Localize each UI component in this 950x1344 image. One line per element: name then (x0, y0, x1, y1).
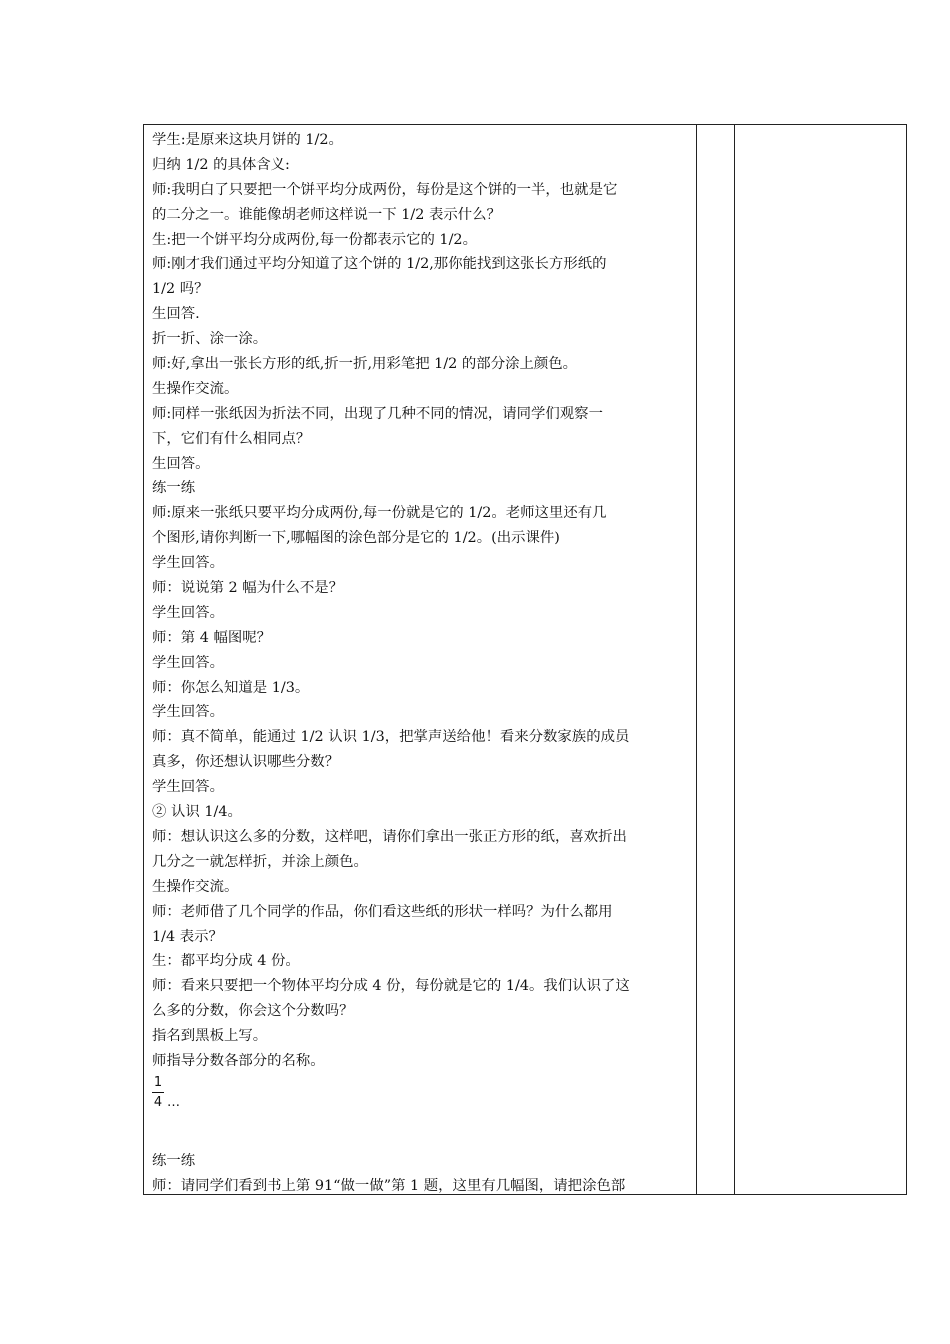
main-content-cell (144, 125, 697, 1195)
text-line: 学生:是原来这块月饼的 1/2。 (152, 132, 343, 148)
middle-empty-cell (697, 125, 735, 1195)
lesson-lines-bottom (152, 1149, 688, 1194)
fraction-bar (152, 1092, 164, 1093)
right-empty-cell (735, 125, 907, 1195)
lesson-table (143, 124, 907, 1195)
text-line: 生操作交流。 (152, 878, 239, 895)
text-line: 1/2 吗？ (152, 281, 209, 298)
text-line: 师:我明白了只要把一个饼平均分成两份，每份是这个饼的一半，也就是它 (152, 181, 618, 198)
text-line: 真多，你还想认识哪些分数？ (152, 754, 340, 771)
text-line: 指名到黑板上写。 (152, 1028, 268, 1045)
text-line: 练一练 (152, 1152, 196, 1169)
text-line: 生:把一个饼平均分成两份,每一份都表示它的 1/2。 (152, 231, 477, 248)
text-line: 学生回答。 (152, 704, 224, 721)
text-line: 生：都平均分成 4 份。 (152, 953, 300, 970)
text-line: 折一折、涂一涂。 (152, 331, 268, 348)
text-line: 师：想认识这么多的分数，这样吧，请你们拿出一张正方形的纸，喜欢折出 (152, 828, 627, 845)
text-line: 学生回答。 (152, 654, 224, 671)
text-line: 师：说说第 2 幅为什么不是？ (152, 580, 343, 597)
text-line: 归纳 1/2 的具体含义: (152, 156, 290, 173)
lesson-lines-top (152, 128, 688, 1074)
text-line: 师:好,拿出一张长方形的纸,折一折,用彩笔把 1/2 的部分涂上颜色。 (152, 356, 578, 373)
lesson-text (144, 125, 696, 1194)
text-line: 师:刚才我们通过平均分知道了这个饼的 1/2,那你能找到这张长方形纸的 (152, 256, 607, 273)
text-line: 师：请同学们看到书上第 91“做一做”第 1 题，这里有几幅图，请把涂色部 (152, 1177, 626, 1194)
fraction-ellipsis: … (167, 1094, 180, 1110)
text-line: ② 认识 1/4。 (152, 804, 242, 821)
text-line: 师：真不简单，能通过 1/2 认识 1/3，把掌声送给他！看来分数家族的成员 (152, 729, 630, 746)
fraction-example (152, 1074, 688, 1124)
text-line: 学生回答。 (152, 779, 224, 796)
text-line: 练一练 (152, 480, 196, 497)
text-line: 师：你怎么知道是 1/3。 (152, 679, 310, 696)
blank-line (152, 1124, 688, 1149)
text-line: 师：老师借了几个同学的作品，你们看这些纸的形状一样吗？为什么都用 (152, 903, 613, 920)
text-line: 生回答。 (152, 455, 210, 472)
text-line: 师：第 4 幅图呢？ (152, 629, 272, 646)
fraction-one-quarter (152, 1075, 164, 1111)
text-line: 生操作交流。 (152, 380, 239, 397)
text-line: 生回答. (152, 306, 200, 323)
text-line: 个图形,请你判断一下,哪幅图的涂色部分是它的 1/2。(出示课件) (152, 530, 560, 547)
text-line: 么多的分数，你会这个分数吗？ (152, 1003, 354, 1020)
text-line: 师:同样一张纸因为折法不同，出现了几种不同的情况，请同学们观察一 (152, 405, 603, 422)
text-line: 学生回答。 (152, 604, 224, 621)
text-line: 下，它们有什么相同点？ (152, 430, 311, 447)
fraction-denominator: 4 (153, 1094, 163, 1110)
text-line: 师：看来只要把一个物体平均分成 4 份，每份就是它的 1/4。我们认识了这 (152, 978, 630, 995)
text-line: 学生回答。 (152, 555, 224, 572)
text-line: 1/4 表示？ (152, 928, 223, 945)
text-line: 的二分之一。谁能像胡老师这样说一下 1/2 表示什么？ (152, 206, 501, 223)
fraction-numerator: 1 (153, 1074, 163, 1090)
text-line: 师指导分数各部分的名称。 (152, 1052, 325, 1069)
text-line: 师:原来一张纸只要平均分成两份,每一份就是它的 1/2。老师这里还有几 (152, 505, 607, 522)
text-line: 几分之一就怎样折，并涂上颜色。 (152, 853, 368, 870)
